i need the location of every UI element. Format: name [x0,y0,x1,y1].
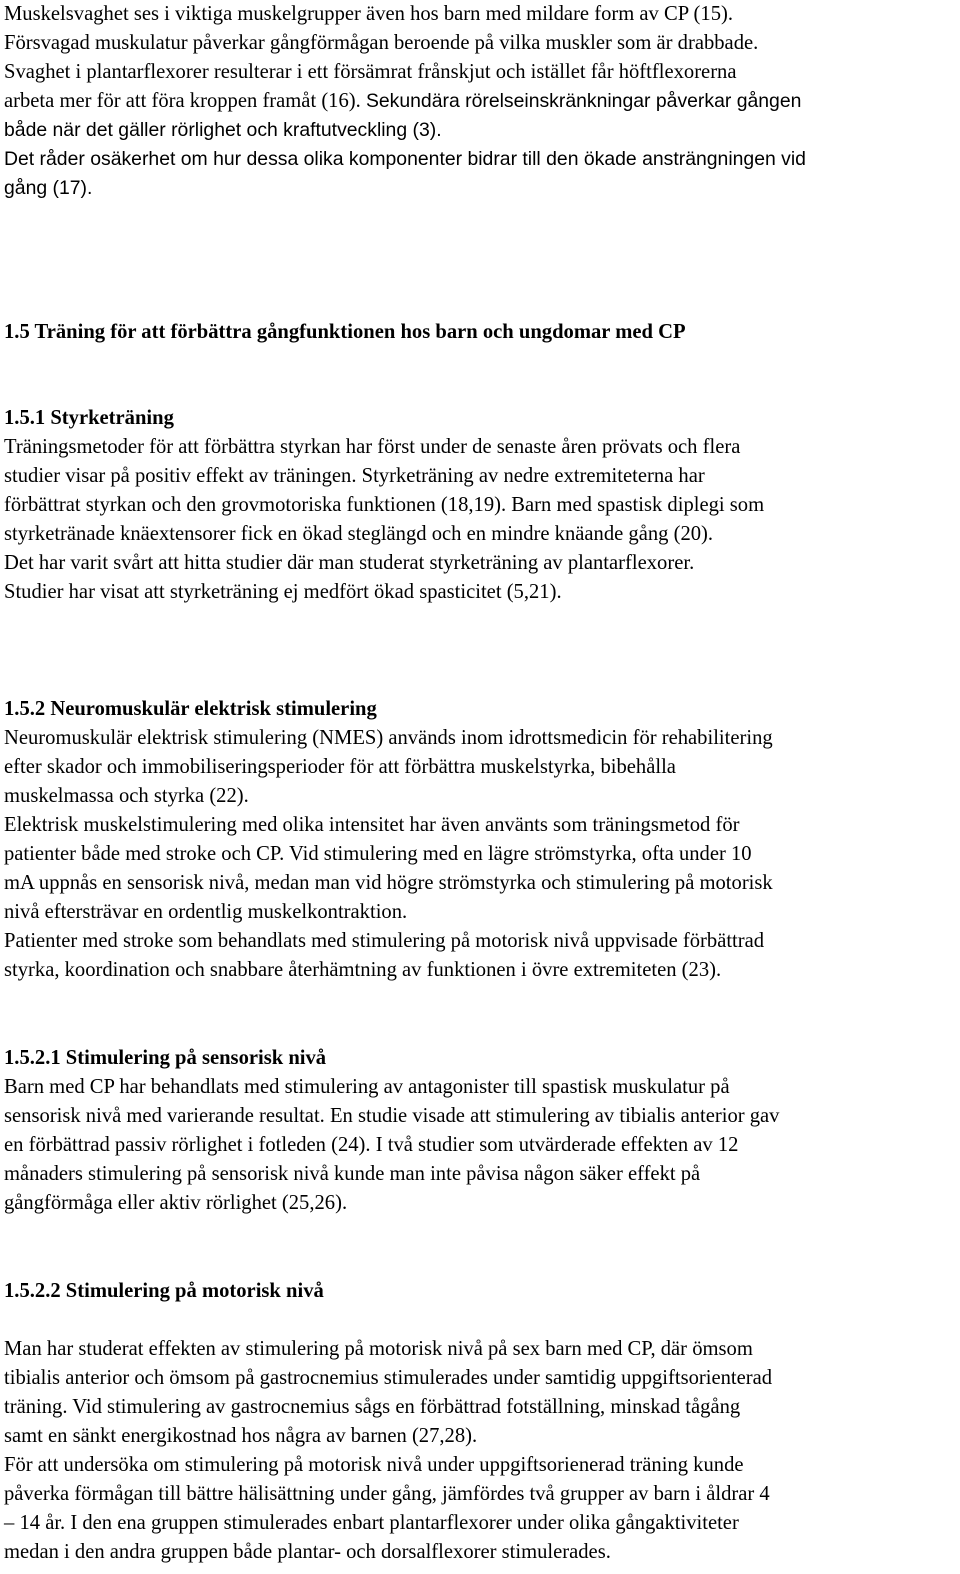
text-line: styrka, koordination och snabbare återhämtning av funktionen i övre extremiteten (23). [4,959,722,981]
text-line: Barn med CP har behandlats med stimulering av antagonister till spastisk muskulatur på [4,1076,730,1098]
text-line: muskelmassa och styrka (22). [4,785,249,807]
text-line: – 14 år. I den ena gruppen stimulerades enbart plantarflexorer under olika gångaktiviteter [4,1512,739,1534]
text-line: påverka förmågan till bättre hälisättning under gång, jämfördes två grupper av barn i åldrar 4 [4,1483,770,1505]
text-line: samt en sänkt energikostnad hos några av barnen (27,28). [4,1425,478,1447]
text-line: nivå eftersträvar en ordentlig muskelkontraktion. [4,901,408,923]
text-line: För att undersöka om stimulering på motorisk nivå under uppgiftsorienerad träning kunde [4,1454,744,1476]
subsection-heading: 1.5.2 Neuromuskulär elektrisk stimulering [4,698,377,720]
text-line: sensorisk nivå med varierande resultat. En studie visade att stimulering av tibialis anterior gav [4,1105,780,1127]
text-line: Neuromuskulär elektrisk stimulering (NMES) används inom idrottsmedicin för rehabilitering [4,727,773,749]
subsubsection-heading: 1.5.2.2 Stimulering på motorisk nivå [4,1280,324,1302]
text-line: Studier har visat att styrketräning ej medfört ökad spasticitet (5,21). [4,581,562,603]
text-line: både när det gäller rörlighet och kraftutveckling (3). [4,119,442,141]
text-line: gång (17). [4,177,93,199]
subsubsection-heading: 1.5.2.1 Stimulering på sensorisk nivå [4,1047,327,1069]
text-line: medan i den andra gruppen både plantar- och dorsalflexorer stimulerades. [4,1541,611,1563]
text-line: Svaghet i plantarflexorer resulterar i ett försämrat frånskjut och istället får höftflexorerna [4,61,737,83]
text-line: Patienter med stroke som behandlats med stimulering på motorisk nivå uppvisade förbättrad [4,930,765,952]
text-line: patienter både med stroke och CP. Vid stimulering med en lägre strömstyrka, ofta under 10 [4,843,752,865]
text-line: mA uppnås en sensorisk nivå, medan man vid högre strömstyrka och stimulering på motorisk [4,872,773,894]
text-line: Försvagad muskulatur påverkar gångförmågan beroende på vilka muskler som är drabbade. [4,32,759,54]
text-line: Muskelsvaghet ses i viktiga muskelgrupper även hos barn med mildare form av CP (15). [4,3,734,25]
text-line: gångförmåga eller aktiv rörlighet (25,26). [4,1192,348,1214]
text-line-part: arbeta mer för att föra kroppen framåt (16). [4,90,366,112]
text-line: förbättrat styrkan och den grovmotoriska funktionen (18,19). Barn med spastisk diplegi som [4,494,765,516]
text-line: styrketränade knäextensorer fick en ökad steglängd och en mindre knäande gång (20). [4,523,714,545]
section-heading: 1.5 Träning för att förbättra gångfunktionen hos barn och ungdomar med CP [4,321,686,343]
text-line: Träningsmetoder för att förbättra styrkan har först under de senaste åren prövats och flera [4,436,741,458]
text-line: träning. Vid stimulering av gastrocnemius sågs en förbättrad fotställning, minskad tågång [4,1396,741,1418]
text-line: en förbättrad passiv rörlighet i fotleden (24). I två studier som utvärderade effekten av 12 [4,1134,739,1156]
text-line: Man har studerat effekten av stimulering på motorisk nivå på sex barn med CP, där ömsom [4,1338,753,1360]
text-line-mixed [4,87,801,116]
text-line: efter skador och immobiliseringsperioder för att förbättra muskelstyrka, bibehålla [4,756,676,778]
text-line-sans-part: Sekundära rörelseinskränkningar påverkar gången [365,90,802,112]
text-line: Det råder osäkerhet om hur dessa olika komponenter bidrar till den ökade ansträngningen vid [4,148,806,170]
text-line: Elektrisk muskelstimulering med olika intensitet har även använts som träningsmetod för [4,814,740,836]
subsection-heading: 1.5.1 Styrketräning [4,407,174,429]
text-line: tibialis anterior och ömsom på gastrocnemius stimulerades under samtidig uppgiftsorienterad [4,1367,773,1389]
text-line: Det har varit svårt att hitta studier där man studerat styrketräning av plantarflexorer. [4,552,695,574]
text-line: studier visar på positiv effekt av träningen. Styrketräning av nedre extremiteterna har [4,465,705,487]
text-line: månaders stimulering på sensorisk nivå kunde man inte påvisa någon säker effekt på [4,1163,701,1185]
